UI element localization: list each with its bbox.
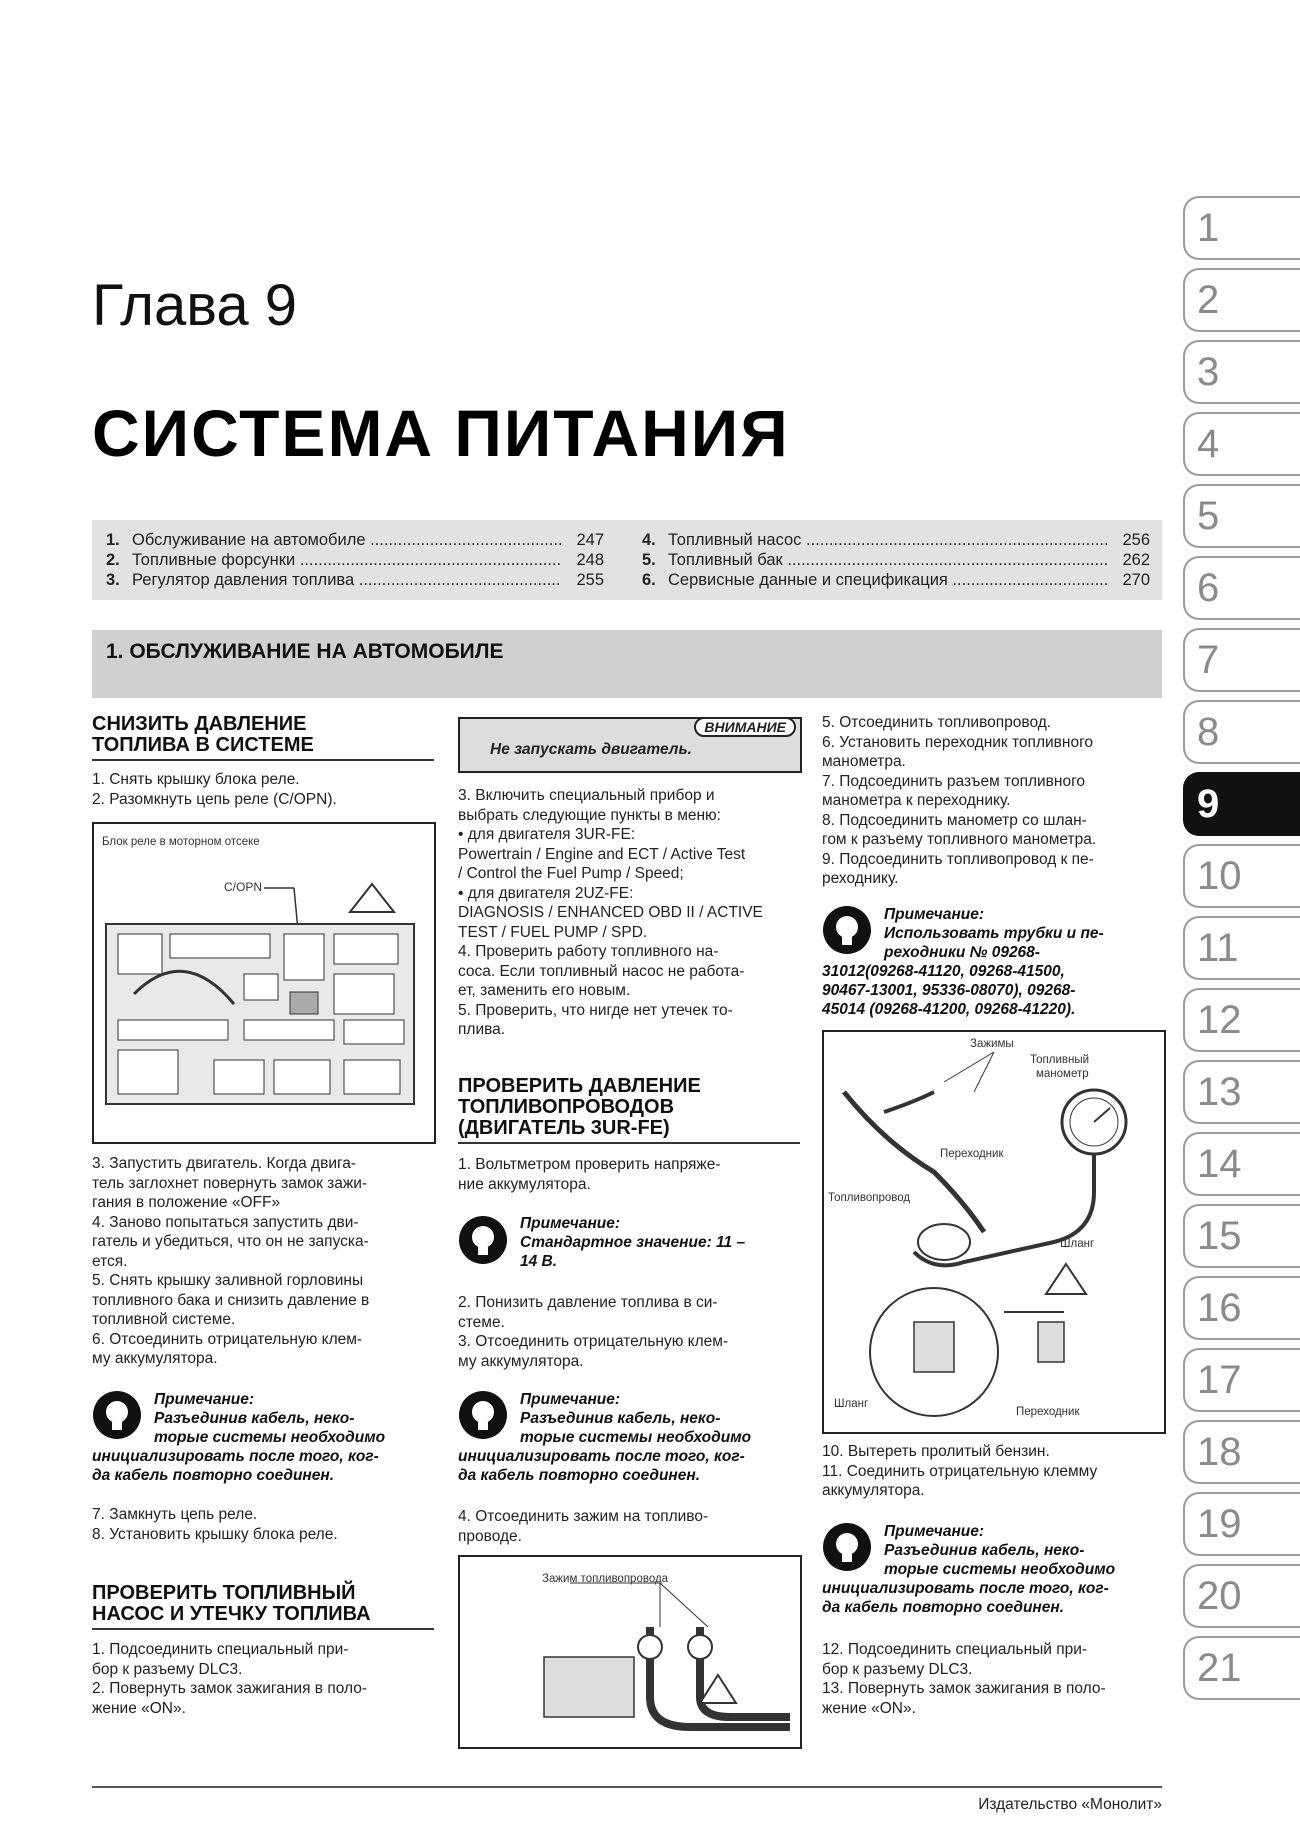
step-line: 2. Повернуть замок зажигания в поло- xyxy=(92,1680,367,1697)
step-line: Powertrain / Engine and ECT / Active Test xyxy=(458,845,746,863)
warning-text: Не запускать двигатель. xyxy=(490,741,692,758)
step-line: • для двигателя 3UR-FE: xyxy=(458,826,636,843)
relay-block-drawing xyxy=(94,824,430,1138)
note-title: Примечание: xyxy=(154,1391,255,1408)
chapter-tab-9[interactable]: 9 xyxy=(1183,772,1300,836)
note-line: инициализировать после того, ког- xyxy=(92,1448,379,1465)
step-line: 5. Отсоединить топливопровод. xyxy=(822,714,1052,731)
relay-block-figure xyxy=(92,822,436,1144)
step-line: 5. Снять крышку заливной горловины xyxy=(92,1272,364,1289)
chapter-tab-15[interactable]: 15 xyxy=(1183,1204,1300,1268)
warning-tag: ВНИМАНИЕ xyxy=(694,717,796,737)
chapter-tab-20[interactable]: 20 xyxy=(1183,1564,1300,1628)
toc-page: 256 xyxy=(1108,530,1150,550)
heading-line: ПРОВЕРИТЬ ТОПЛИВНЫЙ xyxy=(92,1582,356,1604)
toc-page: 262 xyxy=(1108,550,1150,570)
step: 7. Замкнуть цепь реле. xyxy=(92,1506,258,1523)
clamp-drawing xyxy=(460,1557,796,1743)
step-line: тель заглохнет повернуть замок зажи- xyxy=(92,1174,368,1192)
step-line: 1. Вольтметром проверить напряже- xyxy=(458,1156,721,1173)
publisher-footer: Издательство «Монолит» xyxy=(978,1796,1162,1813)
note-line: Использовать трубки и пе- xyxy=(884,925,1104,942)
toc-item[interactable] xyxy=(106,570,604,590)
note-line: инициализировать после того, ког- xyxy=(458,1448,745,1465)
step-line: топливной системе. xyxy=(92,1311,236,1328)
heading-line: СНИЗИТЬ ДАВЛЕНИЕ xyxy=(92,713,307,735)
chapter-tab-13[interactable]: 13 xyxy=(1183,1060,1300,1124)
step-list xyxy=(458,1293,800,1371)
chapter-tab-16[interactable]: 16 xyxy=(1183,1276,1300,1340)
heading-check-line-pressure xyxy=(458,1076,800,1144)
toc-item[interactable] xyxy=(642,530,1150,550)
step-line: 3. Запустить двигатель. Когда двига- xyxy=(92,1155,357,1172)
note-line: Разъединив кабель, неко- xyxy=(884,1542,1085,1559)
heading-line: ТОПЛИВА В СИСТЕМЕ xyxy=(92,734,314,756)
chapter-tab-1[interactable]: 1 xyxy=(1183,196,1300,260)
step-line: топливного бака и снизить давление в xyxy=(92,1291,370,1309)
step-line: TEST / FUEL PUMP / SPD. xyxy=(458,923,648,941)
step: 2. Разомкнуть цепь реле (C/OPN). xyxy=(92,790,337,808)
step-line: 12. Подсоединить специальный при- xyxy=(822,1641,1088,1658)
step-list xyxy=(822,1442,1164,1501)
step-line: / Control the Fuel Pump / Speed; xyxy=(458,865,684,882)
step-line: жение «ON». xyxy=(92,1699,186,1717)
step-list xyxy=(458,1507,800,1546)
chapter-tab-21[interactable]: 21 xyxy=(1183,1636,1300,1700)
note-line: 31012(09268-41120, 09268-41500, xyxy=(822,963,1065,980)
note-title: Примечание: xyxy=(520,1391,621,1408)
figure-label: Переходник xyxy=(940,1148,1004,1160)
step-line: DIAGNOSIS / ENHANCED OBD II / ACTIVE xyxy=(458,904,763,921)
note-block xyxy=(458,1390,800,1485)
section-header xyxy=(92,630,1162,698)
heading-line: ПРОВЕРИТЬ ДАВЛЕНИЕ xyxy=(458,1075,701,1097)
figure-label: Шланг xyxy=(834,1398,869,1410)
step-line: 10. Вытереть пролитый бензин. xyxy=(822,1443,1050,1460)
step-line: му аккумулятора. xyxy=(458,1352,584,1370)
note-line: 90467-13001, 95336-08070), 09268- xyxy=(822,982,1076,999)
figure-label: Шланг xyxy=(1060,1238,1095,1250)
step-line: гом к разъему топливного манометра. xyxy=(822,831,1097,848)
note-line: реходники № 09268- xyxy=(884,944,1040,961)
figure-label: Топливопровод xyxy=(828,1192,911,1204)
step-line: ется. xyxy=(92,1252,128,1270)
note-line: Разъединив кабель, неко- xyxy=(520,1410,721,1427)
figure-label: Зажимы xyxy=(970,1038,1014,1050)
chapter-label: Глава 9 xyxy=(92,273,298,338)
note-line: Разъединив кабель, неко- xyxy=(154,1410,355,1427)
step-line: гания в положение «OFF» xyxy=(92,1194,281,1211)
toc-text: Топливные форсунки ..... xyxy=(132,550,562,570)
figure-label: Топливный xyxy=(1030,1054,1090,1066)
step-line: проводе. xyxy=(458,1527,522,1545)
step-line: му аккумулятора. xyxy=(92,1350,218,1367)
step-line: реходнику. xyxy=(822,870,899,887)
chapter-tab-10[interactable]: 10 xyxy=(1183,844,1300,908)
step-line: 3. Отсоединить отрицательную клем- xyxy=(458,1333,729,1350)
page-title: СИСТЕМА ПИТАНИЯ xyxy=(92,396,790,470)
note-block xyxy=(822,905,1164,1019)
fuel-gauge-figure xyxy=(822,1030,1166,1434)
heading-line: (ДВИГАТЕЛЬ 3UR-FE) xyxy=(458,1117,670,1139)
fuel-line-clamp-figure xyxy=(458,1555,802,1749)
toc-page: 247 xyxy=(562,530,604,550)
chapter-tab-5[interactable]: 5 xyxy=(1183,484,1300,548)
chapter-tab-4[interactable]: 4 xyxy=(1183,412,1300,476)
step-line: соса. Если топливный насос не работа- xyxy=(458,962,745,980)
chapter-tab-18[interactable]: 18 xyxy=(1183,1420,1300,1484)
note-line: да кабель повторно соединен. xyxy=(458,1467,701,1484)
figure-caption: Зажим топливопровода xyxy=(542,1573,669,1585)
note-title: Примечание: xyxy=(520,1215,621,1232)
chapter-tab-3[interactable]: 3 xyxy=(1183,340,1300,404)
toc-page: 270 xyxy=(1108,570,1150,590)
step-line: 5. Проверить, что нигде нет утечек то- xyxy=(458,1001,733,1019)
step-line: 8. Подсоединить манометр со шлан- xyxy=(822,811,1087,829)
step-list xyxy=(92,1640,367,1718)
note-title: Примечание: xyxy=(884,1523,985,1540)
step-line: 4. Отсоединить зажим на топливо- xyxy=(458,1508,709,1525)
heading-line: ТОПЛИВОПРОВОДОВ xyxy=(458,1096,675,1118)
chapter-tab-2[interactable]: 2 xyxy=(1183,268,1300,332)
note-line: 45014 (09268-41200, 09268-41220). xyxy=(822,1001,1076,1018)
toc-num: 4. xyxy=(642,531,656,549)
step-list xyxy=(92,1505,338,1544)
chapter-tab-19[interactable]: 19 xyxy=(1183,1492,1300,1556)
step-line: манометра. xyxy=(822,753,906,770)
step-line: • для двигателя 2UZ-FE: xyxy=(458,884,634,902)
footer-divider xyxy=(92,1786,1162,1788)
step-line: 6. Установить переходник топливного xyxy=(822,733,1094,751)
step-line: ние аккумулятора. xyxy=(458,1175,591,1193)
toc-num: 3. xyxy=(106,571,120,589)
chapter-tab-14[interactable]: 14 xyxy=(1183,1132,1300,1196)
step-line: 11. Соединить отрицательную клемму xyxy=(822,1462,1098,1480)
step-list xyxy=(92,1154,434,1369)
toc-num: 6. xyxy=(642,571,656,589)
note-line: инициализировать после того, ког- xyxy=(822,1580,1109,1597)
step-line: 2. Понизить давление топлива в си- xyxy=(458,1294,718,1311)
step-line: выбрать следующие пункты в меню: xyxy=(458,806,721,824)
step-line: 7. Подсоединить разъем топливного xyxy=(822,772,1086,790)
heading-check-pump xyxy=(92,1583,434,1630)
step-line: аккумулятора. xyxy=(822,1482,925,1499)
toc-num: 5. xyxy=(642,551,656,569)
note-block xyxy=(822,1522,1164,1617)
step: 1. Снять крышку блока реле. xyxy=(92,771,300,788)
chapter-tab-6[interactable]: 6 xyxy=(1183,556,1300,620)
chapter-tab-8[interactable]: 8 xyxy=(1183,700,1300,764)
step-line: бор к разъему DLC3. xyxy=(92,1660,243,1678)
step-line: плива. xyxy=(458,1021,506,1038)
chapter-tab-11[interactable]: 11 xyxy=(1183,916,1300,980)
fuel-gauge-drawing xyxy=(824,1032,1160,1428)
note-line: да кабель повторно соединен. xyxy=(92,1467,335,1484)
toc-item[interactable] xyxy=(642,550,1150,570)
chapter-tab-7[interactable]: 7 xyxy=(1183,628,1300,692)
note-line: торые системы необходимо xyxy=(884,1561,1116,1578)
step-line: ет, заменить его новым. xyxy=(458,982,631,999)
step-list xyxy=(458,786,800,1040)
step-line: манометра к переходнику. xyxy=(822,792,1011,809)
step-line: 1. Подсоединить специальный при- xyxy=(92,1641,349,1658)
warning-box xyxy=(458,717,802,773)
step-line: 13. Повернуть замок зажигания в поло- xyxy=(822,1680,1106,1697)
note-title: Примечание: xyxy=(884,906,985,923)
note-line: Стандартное значение: 11 – xyxy=(520,1234,746,1251)
toc-item[interactable] xyxy=(106,530,604,550)
step-line: жение «ON». xyxy=(822,1699,916,1717)
note-block xyxy=(520,1214,800,1271)
toc-item[interactable] xyxy=(106,550,604,570)
chapter-tab-17[interactable]: 17 xyxy=(1183,1348,1300,1412)
step-list xyxy=(92,770,337,809)
toc-num: 1. xyxy=(106,531,120,549)
toc-text: Топливный бак ..... xyxy=(668,550,1108,570)
note-line: торые системы необходимо xyxy=(520,1429,752,1446)
step-list xyxy=(822,1640,1164,1718)
toc-page: 255 xyxy=(562,570,604,590)
step-line: гатель и убедиться, что он не запуска- xyxy=(92,1233,369,1250)
figure-label: C/OPN xyxy=(224,880,263,894)
note-block xyxy=(92,1390,434,1485)
toc-left-column xyxy=(106,530,604,590)
step-line: 4. Заново попытаться запустить дви- xyxy=(92,1213,359,1231)
note-line: 14 В. xyxy=(520,1253,558,1270)
step-list xyxy=(822,713,1164,889)
toc-num: 2. xyxy=(106,551,120,569)
toc-page: 248 xyxy=(562,550,604,570)
step-line: 3. Включить специальный прибор и xyxy=(458,787,715,804)
step-list xyxy=(458,1155,721,1194)
chapter-tab-12[interactable]: 12 xyxy=(1183,988,1300,1052)
toc-text: Сервисные данные и спецификация ..... xyxy=(668,570,1108,590)
toc-text: Обслуживание на автомобиле ..... xyxy=(132,530,562,550)
toc-item[interactable] xyxy=(642,570,1150,590)
note-line: да кабель повторно соединен. xyxy=(822,1599,1065,1616)
lightbulb-icon xyxy=(458,1215,508,1265)
step-line: бор к разъему DLC3. xyxy=(822,1660,973,1678)
step-line: 4. Проверить работу топливного на- xyxy=(458,943,719,960)
note-line: торые системы необходимо xyxy=(154,1429,386,1446)
toc-text: Топливный насос ..... xyxy=(668,530,1108,550)
step-line: стеме. xyxy=(458,1313,505,1331)
figure-caption: Блок реле в моторном отсеке xyxy=(102,836,260,848)
table-of-contents xyxy=(92,520,1162,600)
figure-label: манометр xyxy=(1036,1068,1089,1080)
toc-right-column xyxy=(642,530,1150,590)
step-line: 9. Подсоединить топливопровод к пе- xyxy=(822,850,1094,868)
section-title: 1. ОБСЛУЖИВАНИЕ НА АВТОМОБИЛЕ xyxy=(106,640,504,663)
step-line: 6. Отсоединить отрицательную клем- xyxy=(92,1330,363,1348)
step: 8. Установить крышку блока реле. xyxy=(92,1525,338,1543)
heading-reduce-pressure xyxy=(92,714,434,761)
figure-label: Переходник xyxy=(1016,1406,1080,1418)
heading-line: НАСОС И УТЕЧКУ ТОПЛИВА xyxy=(92,1603,371,1625)
toc-text: Регулятор давления топлива ..... xyxy=(132,570,562,590)
